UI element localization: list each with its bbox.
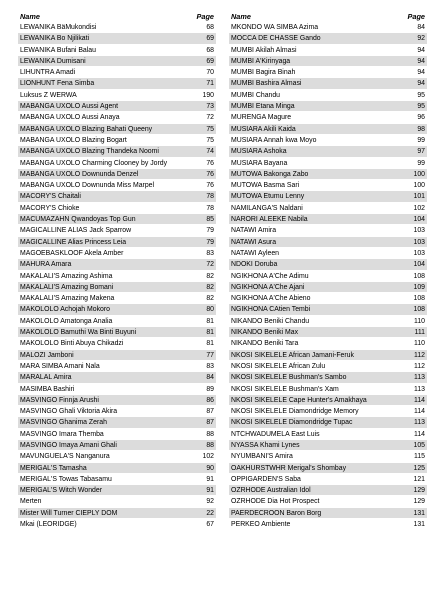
entry-page: 125 <box>413 464 425 472</box>
index-row <box>18 372 216 383</box>
entry-page: 83 <box>206 249 214 257</box>
index-row <box>229 45 427 56</box>
index-row <box>18 282 216 293</box>
entry-name: MASVINGO Imaya Amani Ghali <box>20 441 117 449</box>
entry-page: 75 <box>206 136 214 144</box>
entry-name: NKOSI SIKELELE Bushman's Xam <box>231 385 339 393</box>
index-column-left <box>18 11 216 530</box>
entry-name: MUMBI Chandu <box>231 91 281 99</box>
entry-page: 90 <box>206 464 214 472</box>
index-row <box>18 417 216 428</box>
column-header <box>18 11 216 22</box>
entry-name: MKONDO WA SIMBA Azima <box>231 24 319 31</box>
index-row <box>229 463 427 474</box>
index-row <box>229 101 427 112</box>
entry-name: MOCCA DE CHASSE Gando <box>231 35 321 43</box>
entry-name: MAGICALLINE ALIAS Jack Sparrow <box>20 227 132 235</box>
index-row <box>18 146 216 157</box>
index-row <box>229 124 427 135</box>
entry-name: Mister Will Turner CIEPLY DOM <box>20 509 118 517</box>
entry-name: MAKOLOLO Bamuthi Wa Binti Buyuni <box>20 329 137 337</box>
index-row <box>18 496 216 507</box>
entry-page: 76 <box>206 182 214 190</box>
entry-page: 81 <box>206 317 214 325</box>
index-row <box>229 338 427 349</box>
entry-name: NKOSI SIKELELE Diamondridge Memory <box>231 408 359 416</box>
entry-page: 79 <box>206 227 214 235</box>
entry-page: 88 <box>206 430 214 438</box>
entry-name: NDOKI Doruba <box>231 261 278 269</box>
index-row <box>229 180 427 191</box>
index-row <box>229 395 427 406</box>
entry-name: LIONHUNT Fena Simba <box>20 80 95 88</box>
entry-page: 104 <box>413 216 425 224</box>
index-row <box>18 508 216 519</box>
entry-page: 82 <box>206 283 214 291</box>
index-row <box>229 90 427 101</box>
entry-name: MAKALALI'S Amazing Makena <box>20 295 115 303</box>
entry-page: 84 <box>417 24 425 31</box>
entry-name: LEWANIKA BäMukondisi <box>20 24 97 31</box>
entry-page: 85 <box>206 216 214 224</box>
index-row <box>229 406 427 417</box>
entry-page: 113 <box>414 374 425 382</box>
entry-page: 95 <box>417 91 425 99</box>
entry-page: 103 <box>413 249 425 257</box>
entry-name: LEWANIKA Bo Njilikati <box>20 35 90 43</box>
entry-page: 75 <box>206 125 214 133</box>
entry-name: MUTOWA Bakonga Zabo <box>231 170 309 178</box>
entry-page: 76 <box>206 159 214 167</box>
index-row <box>18 33 216 44</box>
entry-name: NATAWI Asura <box>231 238 277 246</box>
index-row <box>229 293 427 304</box>
entry-page: 95 <box>417 103 425 111</box>
index-row <box>229 384 427 395</box>
entry-page: 83 <box>206 362 214 370</box>
entry-page: 94 <box>417 46 425 54</box>
index-row <box>229 519 427 530</box>
entry-page: 88 <box>206 441 214 449</box>
entry-page: 113 <box>414 385 425 393</box>
entry-name: MUTOWA Etumu Lenny <box>231 193 305 201</box>
entry-name: MUMBI Etana Minga <box>231 103 295 111</box>
entry-name: MACUMAZAHN Qwandoyas Top Gun <box>20 216 136 224</box>
entry-page: 115 <box>414 453 425 461</box>
entry-name: Merten <box>20 498 42 506</box>
entry-name: MUMBI Bagira Binah <box>231 69 296 77</box>
index-row <box>18 519 216 530</box>
index-row <box>229 429 427 440</box>
entry-page: 114 <box>414 408 425 416</box>
entry-name: PERKEO Ambiente <box>231 521 291 529</box>
entry-name: MASVINGO Finnja Arushi <box>20 396 99 404</box>
entry-page: 68 <box>206 24 214 31</box>
entry-page: 76 <box>206 170 214 178</box>
name-header: Name <box>231 12 251 21</box>
entry-page: 68 <box>206 46 214 54</box>
entry-name: NKOSI SIKELELE African Zulu <box>231 362 326 370</box>
entry-page: 87 <box>206 408 214 416</box>
entry-name: MASIMBA Bashiri <box>20 385 75 393</box>
index-row <box>18 191 216 202</box>
index-row <box>18 271 216 282</box>
entry-page: 102 <box>202 453 214 461</box>
entry-name: NARORI ALEEKE Nabila <box>231 216 308 224</box>
index-row <box>18 203 216 214</box>
entry-name: MASVINGO Imara Themba <box>20 430 104 438</box>
entry-name: NIKANDO Beniki Tara <box>231 340 299 348</box>
index-row <box>229 169 427 180</box>
entry-name: MABANGA UXOLO Downunda Miss Marpel <box>20 182 155 190</box>
entry-page: 99 <box>417 136 425 144</box>
entry-page: 80 <box>206 306 214 314</box>
index-row <box>229 135 427 146</box>
entry-name: NTCHWADUMELA East Luis <box>231 430 320 438</box>
entry-page: 87 <box>206 419 214 427</box>
entry-name: NAMILANGA'S Naldani <box>231 204 303 212</box>
index-row <box>18 248 216 259</box>
entry-page: 82 <box>206 272 214 280</box>
index-row <box>229 33 427 44</box>
entry-name: MURENGA Magure <box>231 114 292 122</box>
entry-page: 131 <box>413 521 425 529</box>
entry-page: 96 <box>417 114 425 122</box>
entry-name: MAHURA Amara <box>20 261 72 269</box>
entry-name: Mkai (LEORIDGE) <box>20 521 77 529</box>
index-row <box>229 451 427 462</box>
index-row <box>229 259 427 270</box>
index-row <box>18 225 216 236</box>
entry-page: 91 <box>206 475 214 483</box>
entry-name: MABANGA UXOLO Blazing Bahati Queeny <box>20 125 153 133</box>
entry-name: NKOSI SIKELELE Bushman's Sambo <box>231 374 347 382</box>
entry-page: 82 <box>206 295 214 303</box>
index-row <box>18 361 216 372</box>
index-row <box>229 304 427 315</box>
index-row <box>18 237 216 248</box>
index-row <box>18 429 216 440</box>
entry-page: 112 <box>414 362 425 370</box>
entry-page: 97 <box>417 148 425 156</box>
entry-name: MACORY'S Chioke <box>20 204 80 212</box>
index-row <box>18 56 216 67</box>
entry-name: MUSIARA Bayana <box>231 159 288 167</box>
index-row <box>229 440 427 451</box>
index-row <box>18 78 216 89</box>
index-row <box>18 22 216 33</box>
index-row <box>18 406 216 417</box>
index-row <box>229 282 427 293</box>
entry-page: 94 <box>417 80 425 88</box>
entry-page: 94 <box>417 57 425 65</box>
entry-name: OZRHODE Dia Hot Prospect <box>231 498 320 506</box>
entry-page: 100 <box>413 170 425 178</box>
entry-name: MERIGAL'S Witch Wonder <box>20 487 102 495</box>
entry-name: MASVINGO Ghanima Zerah <box>20 419 107 427</box>
index-row <box>18 135 216 146</box>
entry-name: OPPIGARDEN'S Saba <box>231 475 301 483</box>
entry-name: LEWANIKA Bufani Balau <box>20 46 96 54</box>
entry-name: MUMBI Bashira Almasi <box>231 80 302 88</box>
entry-page: 22 <box>206 509 214 517</box>
entry-page: 71 <box>206 80 214 88</box>
entry-page: 105 <box>413 441 425 449</box>
entry-name: MAKALALI'S Amazing Bomani <box>20 283 114 291</box>
index-row <box>229 214 427 225</box>
entry-page: 86 <box>206 396 214 404</box>
index-row <box>229 191 427 202</box>
entry-name: NIKANDO Beniki Chandu <box>231 317 310 325</box>
index-row <box>18 474 216 485</box>
index-row <box>18 214 216 225</box>
index-row <box>18 90 216 101</box>
index-row <box>229 237 427 248</box>
entry-page: 94 <box>417 69 425 77</box>
entry-page: 72 <box>206 114 214 122</box>
index-row <box>18 304 216 315</box>
index-row <box>229 56 427 67</box>
entry-page: 114 <box>414 430 425 438</box>
index-row <box>229 350 427 361</box>
entry-name: MACORY'S Chaitali <box>20 193 81 201</box>
entry-page: 110 <box>414 317 425 325</box>
index-row <box>229 203 427 214</box>
entry-page: 77 <box>206 351 214 359</box>
entry-name: MASVINGO Ghali Viktoria Akira <box>20 408 118 416</box>
entry-page: 108 <box>413 272 425 280</box>
index-row <box>229 146 427 157</box>
entry-page: 69 <box>206 57 214 65</box>
entry-name: MABANGA UXOLO Aussi Anaya <box>20 114 120 122</box>
entry-name: MUTOWA Basma Sari <box>231 182 300 190</box>
entry-page: 92 <box>206 498 214 506</box>
index-row <box>18 350 216 361</box>
entry-name: MAKOLOLO Binti Abuya Chikadzi <box>20 340 124 348</box>
entry-name: NGIKHONA A'Che Adimu <box>231 272 309 280</box>
index-row <box>18 463 216 474</box>
entry-name: MABANGA UXOLO Blazing Thandeka Noomi <box>20 148 159 156</box>
entry-page: 91 <box>206 487 214 495</box>
entry-page: 114 <box>414 396 425 404</box>
index-row <box>229 361 427 372</box>
entry-name: NGIKHONA CAtien Tembi <box>231 306 311 314</box>
entry-name: MAKALALI'S Amazing Ashima <box>20 272 113 280</box>
entry-page: 110 <box>414 340 425 348</box>
entry-page: 131 <box>413 509 425 517</box>
entry-name: NATAWI Ayleen <box>231 249 279 257</box>
entry-page: 103 <box>413 227 425 235</box>
entry-name: OZRHODE Australian Idol <box>231 487 311 495</box>
entry-name: LEWANIKA Dumisani <box>20 57 86 65</box>
entry-name: MERIGAL'S Tamasha <box>20 464 87 472</box>
entry-name: NGIKHONA A'Che Ajani <box>231 283 305 291</box>
index-row <box>229 225 427 236</box>
entry-name: MARA SIMBA Amani Nala <box>20 362 100 370</box>
index-row <box>229 372 427 383</box>
entry-page: 67 <box>206 521 214 529</box>
index-row <box>18 316 216 327</box>
index-column-right <box>229 11 427 530</box>
entry-page: 98 <box>417 125 425 133</box>
entry-name: NGIKHONA A'Che Abieno <box>231 295 311 303</box>
entry-name: MUMBI Akilah Almasi <box>231 46 297 54</box>
entry-name: MAGICALLINE Alias Princess Leia <box>20 238 127 246</box>
entry-name: NIKANDO Beniki Max <box>231 329 299 337</box>
entry-name: MAKOLOLO Amatonga Analia <box>20 317 113 325</box>
page-header: Page <box>407 12 425 21</box>
entry-page: 100 <box>413 182 425 190</box>
entry-page: 81 <box>206 340 214 348</box>
entry-page: 73 <box>206 103 214 111</box>
entry-page: 109 <box>413 283 425 291</box>
index-row <box>229 158 427 169</box>
entry-name: MAKOLOLO Achojah Mokoro <box>20 306 111 314</box>
entry-page: 78 <box>206 193 214 201</box>
entry-name: OAKHURSTWHR Merigal's Shombay <box>231 464 347 472</box>
entry-page: 101 <box>413 193 425 201</box>
entry-name: PAERDECROON Baron Borg <box>231 509 322 517</box>
entry-name: MUSIARA Akili Kaida <box>231 125 296 133</box>
entry-name: MALOZI Jamboni <box>20 351 74 359</box>
entry-page: 84 <box>206 374 214 382</box>
entry-name: MABANGA UXOLO Charming Clooney by Jordy <box>20 159 168 167</box>
entry-name: NKOSI SIKELELE Cape Hunter's Amakhaya <box>231 396 367 404</box>
entry-page: 112 <box>414 351 425 359</box>
entry-name: MAVUNGUELA'S Nanganura <box>20 453 110 461</box>
entry-page: 104 <box>413 261 425 269</box>
name-header: Name <box>20 12 40 21</box>
entry-page: 89 <box>206 385 214 393</box>
index-row <box>18 395 216 406</box>
entry-page: 108 <box>413 295 425 303</box>
index-row <box>18 327 216 338</box>
entry-page: 72 <box>206 261 214 269</box>
index-row <box>18 124 216 135</box>
page-header: Page <box>196 12 214 21</box>
entry-page: 121 <box>413 475 425 483</box>
entry-name: NKOSI SIKELELE Diamondridge Tupac <box>231 419 353 427</box>
index-row <box>18 169 216 180</box>
index-row <box>18 485 216 496</box>
index-row <box>229 271 427 282</box>
index-row <box>229 474 427 485</box>
entry-name: MAGOEBASKLOOF Akela Amber <box>20 249 124 257</box>
index-row <box>18 67 216 78</box>
index-row <box>229 248 427 259</box>
index-row <box>229 78 427 89</box>
entry-page: 69 <box>206 35 214 43</box>
index-row <box>229 22 427 33</box>
index-row <box>229 316 427 327</box>
index-row <box>229 496 427 507</box>
entry-name: LIHUNTRA Amadi <box>20 69 76 77</box>
index-row <box>229 485 427 496</box>
entry-name: MABANGA UXOLO Downunda Denzel <box>20 170 139 178</box>
index-row <box>18 180 216 191</box>
entry-page: 113 <box>414 419 425 427</box>
entry-name: MUSIARA Annah kwa Moyo <box>231 136 317 144</box>
entry-page: 74 <box>206 148 214 156</box>
column-header <box>229 11 427 22</box>
entry-name: MABANGA UXOLO Aussi Agent <box>20 103 119 111</box>
entry-name: NATAWI Amira <box>231 227 277 235</box>
index-row <box>18 112 216 123</box>
index-row <box>18 158 216 169</box>
index-row <box>18 259 216 270</box>
index-row <box>18 45 216 56</box>
entry-page: 78 <box>206 204 214 212</box>
entry-name: NYUMBANI'S Amira <box>231 453 293 461</box>
entry-page: 129 <box>413 487 425 495</box>
entry-page: 102 <box>413 204 425 212</box>
entry-name: NYASSA Khami Lynes <box>231 441 300 449</box>
entry-page: 111 <box>414 329 425 337</box>
index-row <box>229 112 427 123</box>
entry-name: MUMBI A'Kirinyaga <box>231 57 291 65</box>
entry-page: 99 <box>417 159 425 167</box>
index-row <box>18 101 216 112</box>
index-row <box>229 508 427 519</box>
entry-page: 103 <box>413 238 425 246</box>
entry-name: MUSIARA Ashoka <box>231 148 287 156</box>
entry-page: 70 <box>206 69 214 77</box>
entry-page: 81 <box>206 329 214 337</box>
entry-page: 129 <box>413 498 425 506</box>
entry-name: Luksus Z WERWA <box>20 91 77 99</box>
index-row <box>229 67 427 78</box>
entry-name: MABANGA UXOLO Blazing Bogart <box>20 136 127 144</box>
entry-page: 92 <box>417 35 425 43</box>
index-row <box>18 451 216 462</box>
entry-name: MERIGAL'S Towas Tabasamu <box>20 475 112 483</box>
entry-name: MARALAL Amira <box>20 374 72 382</box>
index-row <box>18 293 216 304</box>
entry-page: 108 <box>413 306 425 314</box>
index-row <box>229 327 427 338</box>
entry-page: 190 <box>202 91 214 99</box>
index-row <box>229 417 427 428</box>
index-row <box>18 338 216 349</box>
index-row <box>18 384 216 395</box>
index-row <box>18 440 216 451</box>
entry-page: 79 <box>206 238 214 246</box>
entry-name: NKOSI SIKELELE African Jamani-Feruk <box>231 351 354 359</box>
